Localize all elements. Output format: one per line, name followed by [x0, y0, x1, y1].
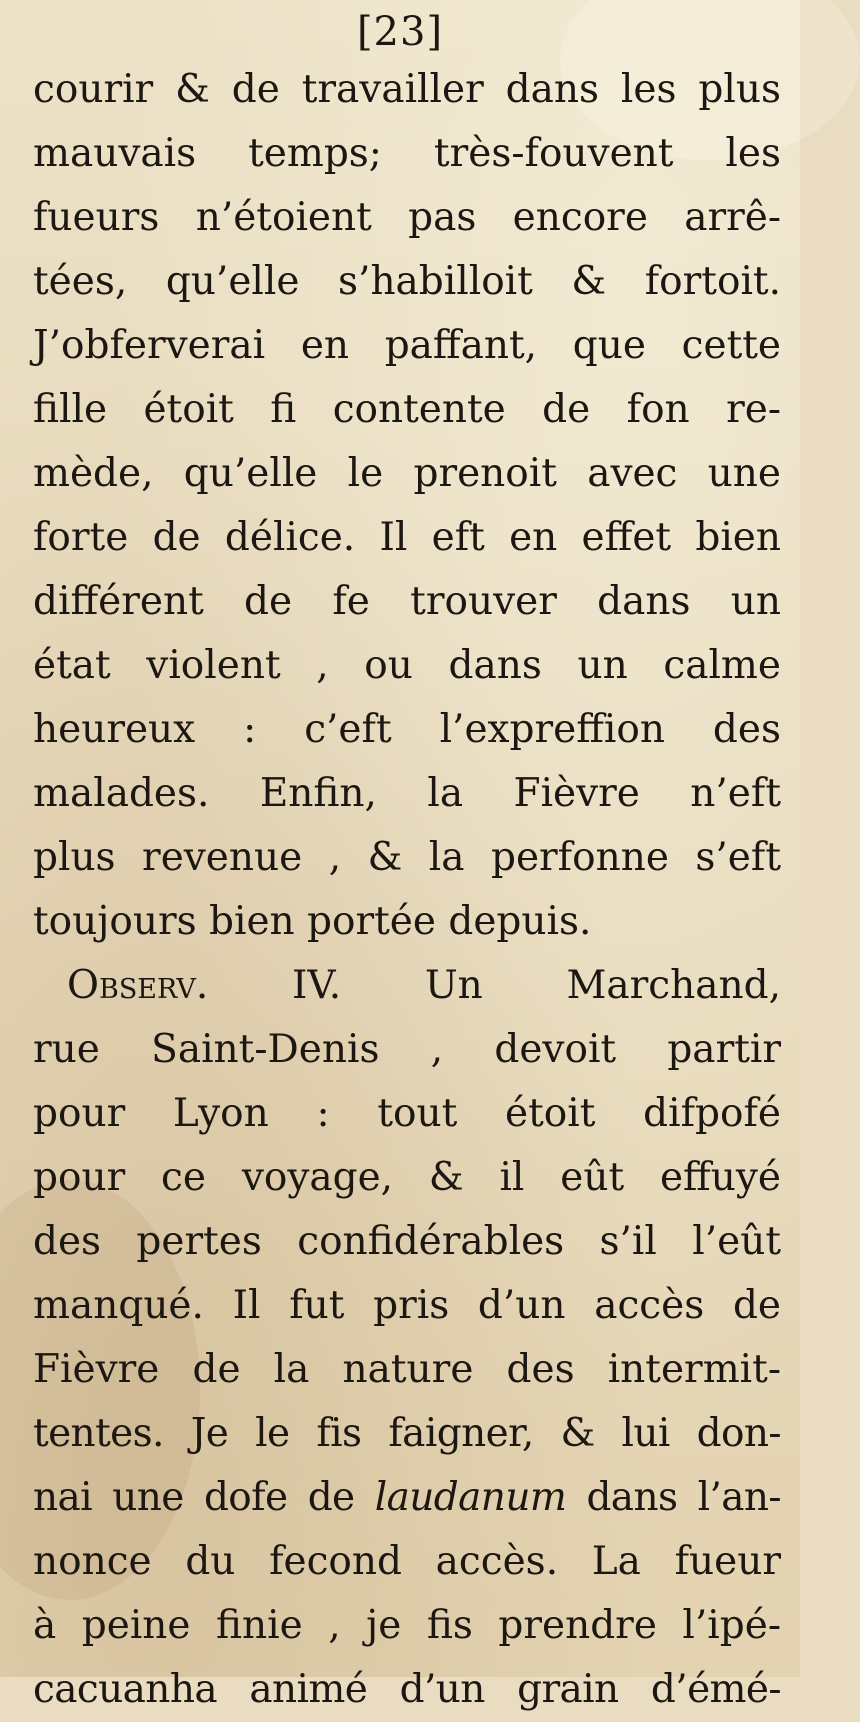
text-line: plus revenue , & la perfonne s’eft	[33, 835, 781, 880]
text-line: Fièvre de la nature des intermit-	[33, 1347, 781, 1392]
observation-heading: Observ. IV.	[67, 963, 342, 1008]
text-line: tentes. Je le fis faigner, & lui don-	[33, 1411, 781, 1456]
text-line: fille étoit fi contente de fon re-	[33, 387, 781, 432]
text-segment: dans l’an-	[586, 1475, 781, 1520]
text-line: J’obferverai en paffant, que cette	[33, 323, 781, 368]
text-line: pour Lyon : tout étoit difpofé	[33, 1091, 781, 1136]
text-line: à peine finie , je fis prendre l’ipé-	[33, 1603, 781, 1648]
text-line: des pertes confidérables s’il l’eût	[33, 1219, 781, 1264]
text-line: courir & de travailler dans les plus	[33, 67, 781, 112]
text-line: nonce du fecond accès. La fueur	[33, 1539, 781, 1584]
text-line: fueurs n’étoient pas encore arrê-	[33, 195, 781, 240]
text-line: tées, qu’elle s’habilloit & fortoit.	[33, 259, 781, 304]
text-line: différent de fe trouver dans un	[33, 579, 781, 624]
text-line-with-italic	[33, 1466, 781, 1530]
text-line: malades. Enfin, la Fièvre n’eft	[33, 771, 781, 816]
italic-term: laudanum	[374, 1475, 567, 1520]
text-line: toujours bien portée depuis.	[33, 899, 592, 944]
text-segment: nai une dofe de	[33, 1475, 355, 1520]
text-line: rue Saint-Denis , devoit partir	[33, 1027, 781, 1072]
text-line: heureux : c’eft l’expreffion des	[33, 707, 781, 752]
observation-heading-line	[33, 954, 781, 1018]
text-segment: Un Marchand,	[424, 963, 781, 1008]
page-number: [23]	[356, 9, 444, 55]
text-line: manqué. Il fut pris d’un accès de	[33, 1283, 781, 1328]
body-text	[33, 58, 781, 1722]
text-line: pour ce voyage, & il eût effuyé	[33, 1155, 781, 1200]
text-line: état violent , ou dans un calme	[33, 643, 781, 688]
text-line: mauvais temps; très-fouvent les	[33, 131, 781, 176]
text-line: cacuanha animé d’un grain d’émé-	[33, 1667, 781, 1712]
text-line: mède, qu’elle le prenoit avec une	[33, 451, 781, 496]
text-line: forte de délice. Il eft en effet bien	[33, 515, 781, 560]
